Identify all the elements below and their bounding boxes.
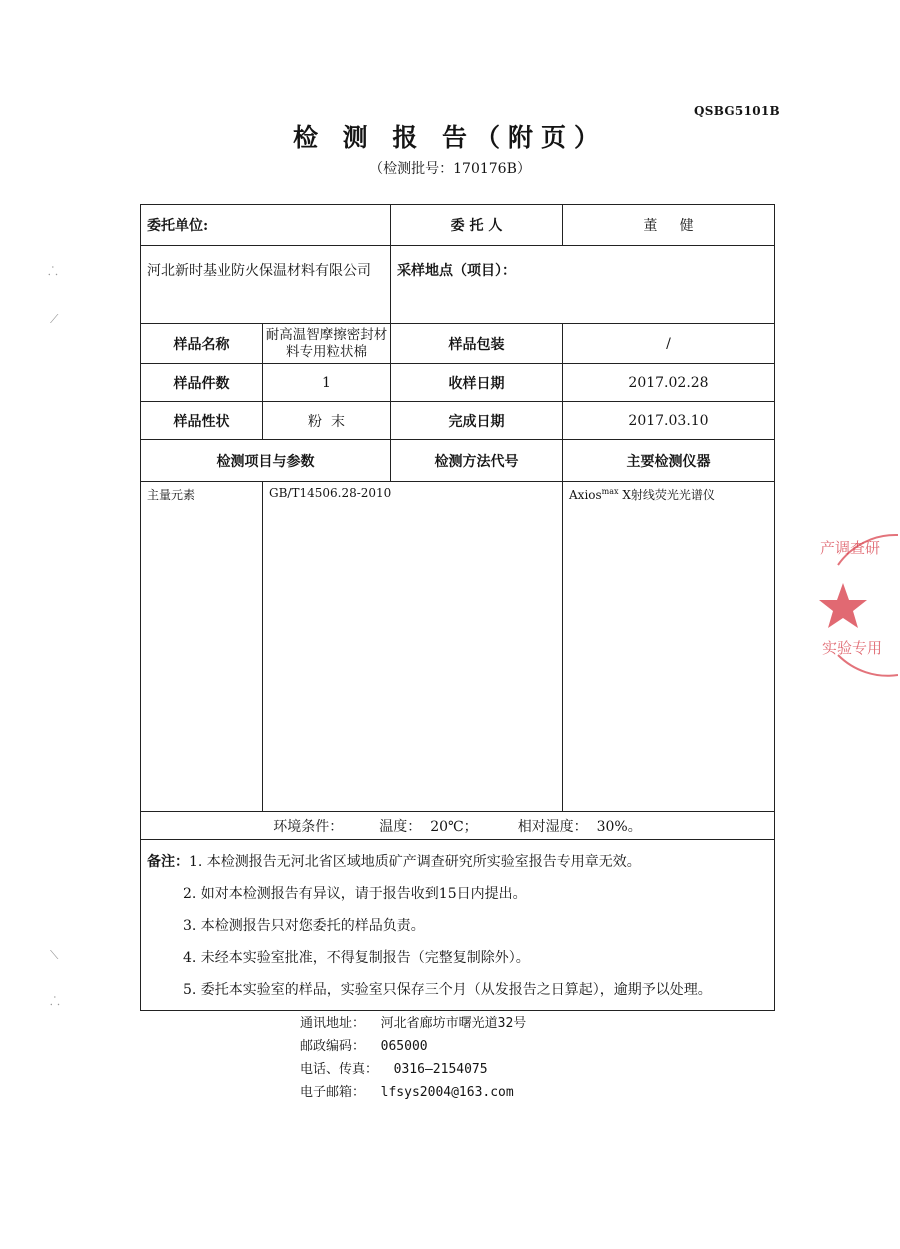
column-instrument-header: 主要检测仪器 [563, 440, 775, 482]
contact-info [300, 1012, 526, 1104]
finish-date-value: 2017.03.10 [563, 402, 775, 440]
environment-row [141, 812, 775, 840]
scan-mark: ⟍ [50, 948, 59, 962]
scan-mark: ⸫ [48, 264, 58, 278]
form-code: QSBG5101B [694, 104, 780, 118]
note-line-5: 5. 委托本实验室的样品，实验室只保存三个月（从发报告之日算起），逾期予以处理。 [183, 982, 712, 998]
receive-date-label: 收样日期 [391, 364, 563, 402]
note-line-4: 4. 未经本实验室批准，不得复制报告（完整复制除外）。 [183, 950, 530, 966]
finish-date-label: 完成日期 [391, 402, 563, 440]
scan-mark: ⟋ [50, 312, 59, 326]
report-table [140, 204, 775, 1011]
note-line-2: 2. 如对本检测报告有异议，请于报告收到15日内提出。 [183, 886, 527, 902]
page-title: 检 测 报 告（附页） [292, 123, 608, 152]
sample-count-value: 1 [263, 364, 391, 402]
client-person-value: 董 健 [563, 205, 775, 246]
notes-prefix: 备注： [147, 854, 189, 870]
sample-state-value: 粉 末 [263, 402, 391, 440]
sample-name-label: 样品名称 [141, 324, 263, 364]
sample-count-label: 样品件数 [141, 364, 263, 402]
contact-postcode: 邮政编码： 065000 [300, 1039, 428, 1054]
column-items-header: 检测项目与参数 [141, 440, 391, 482]
red-seal-stamp [808, 525, 898, 685]
test-method: GB/T14506.28-2010 [263, 482, 563, 812]
batch-number: （检测批号：170176B） [369, 161, 531, 177]
svg-text:实验专用: 实验专用 [822, 639, 883, 657]
sample-pack-value: / [563, 324, 775, 364]
receive-date-value: 2017.02.28 [563, 364, 775, 402]
sample-state-label: 样品性状 [141, 402, 263, 440]
test-instrument: Axios$^{max}$ X射线荧光光谱仪 [563, 482, 775, 812]
environment-label: 环境条件： [273, 818, 344, 835]
note-line-1: 备注：1. 本检测报告无河北省区域地质矿产调查研究所实验室报告专用章无效。 [147, 854, 641, 870]
environment-temp: 温度： 20℃； [379, 818, 478, 835]
client-person-label: 委 托 人 [391, 205, 563, 246]
note-line-3: 3. 本检测报告只对您委托的样品负责。 [183, 918, 425, 934]
svg-text:产调查研: 产调查研 [820, 539, 881, 557]
test-item: 主量元素 [141, 482, 263, 812]
sample-name-value: 耐高温智摩擦密封材料专用粒状棉 [263, 324, 391, 364]
contact-address: 通讯地址： 河北省廊坊市曙光道32号 [300, 1016, 527, 1031]
seal-star-icon [819, 583, 867, 628]
environment-humidity: 相对湿度： 30%。 [517, 818, 642, 835]
scan-mark: ⸫ [50, 994, 60, 1008]
sampling-site-label: 采样地点（项目）： [391, 246, 775, 324]
client-value: 河北新时基业防火保温材料有限公司 [141, 246, 391, 324]
column-method-header: 检测方法代号 [391, 440, 563, 482]
sample-pack-label: 样品包装 [391, 324, 563, 364]
contact-email: 电子邮箱： lfsys2004@163.com [300, 1085, 514, 1100]
client-label: 委托单位: [141, 205, 391, 246]
contact-phone: 电话、传真： 0316—2154075 [300, 1062, 488, 1077]
notes-cell [141, 840, 775, 1011]
